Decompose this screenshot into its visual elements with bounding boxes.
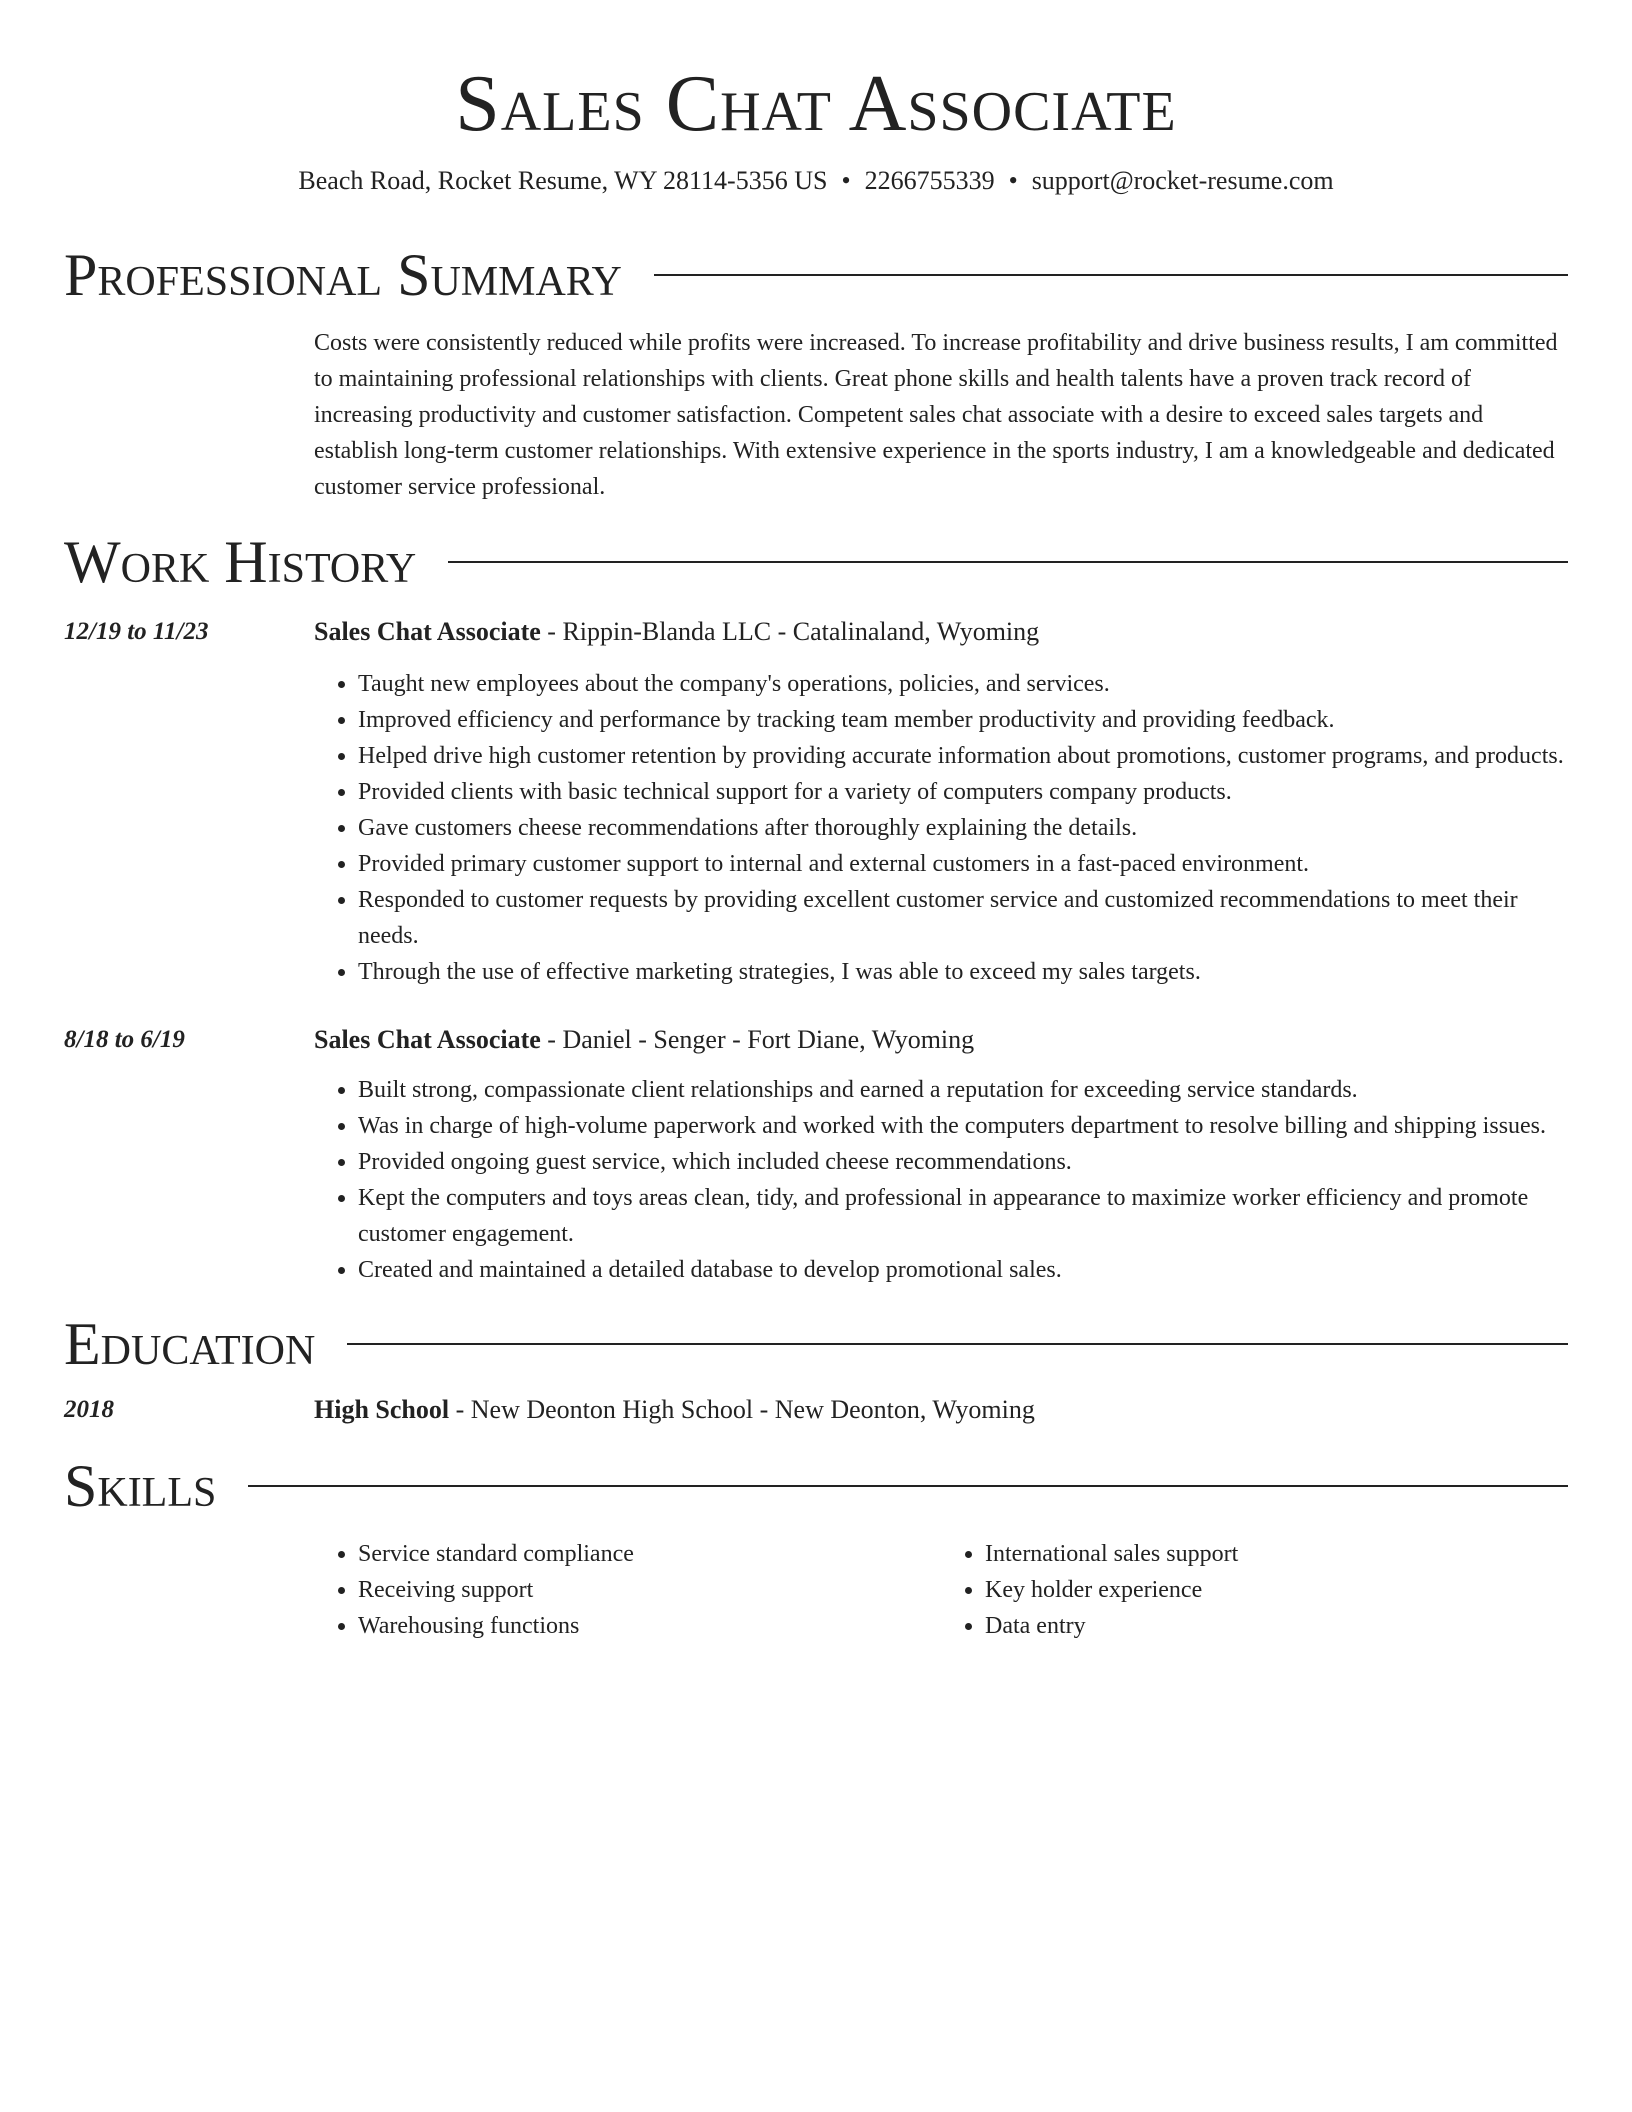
education-heading: Education: [64, 1311, 316, 1377]
contact-line: [64, 164, 1568, 198]
job-bullet: • Provided ongoing guest service, which included cheese recommendations.: [358, 1144, 1568, 1180]
contact-address: Beach Road, Rocket Resume, WY 28114-5356 US: [298, 166, 828, 195]
summary-body: [314, 325, 1568, 505]
skills-left-spacer: [64, 1536, 314, 1644]
job-entry: [64, 1022, 1568, 1288]
job-bullet: • Provided clients with basic technical support for a variety of computers company products.: [358, 774, 1568, 810]
summary-row: [64, 325, 1568, 505]
section-divider: [347, 1343, 1568, 1345]
job-body: [314, 1022, 1568, 1288]
section-divider: [448, 561, 1568, 563]
skill-item: • Key holder experience: [985, 1572, 1568, 1608]
education-details: - New Deonton High School - New Deonton, Wyoming: [449, 1395, 1035, 1424]
job-details: - Daniel - Senger - Fort Diane, Wyoming: [540, 1025, 975, 1054]
education-line: [314, 1392, 1568, 1428]
contact-email: support@rocket-resume.com: [1031, 166, 1334, 195]
contact-separator: •: [841, 166, 851, 195]
job-bullet: • Helped drive high customer retention by providing accurate information about promotions, customer programs, and products.: [358, 738, 1568, 774]
job-title: Sales Chat Associate: [314, 617, 541, 646]
job-bullet: • Created and maintained a detailed database to develop promotional sales.: [358, 1252, 1568, 1288]
section-divider: [248, 1485, 1568, 1487]
education-degree: High School: [314, 1395, 450, 1424]
job-bullet: • Improved efficiency and performance by tracking team member productivity and providing feedback.: [358, 702, 1568, 738]
work-heading: Work History: [64, 529, 417, 595]
job-title-line: [314, 614, 1568, 650]
education-section-heading: [64, 1312, 1568, 1376]
job-dates: 8/18 to 6/19: [64, 1026, 185, 1053]
skills-list-left: [314, 1536, 941, 1644]
summary-section-heading: [64, 243, 1568, 307]
education-body: [314, 1392, 1568, 1428]
job-dates: 12/19 to 11/23: [64, 618, 209, 645]
summary-left-spacer: [64, 325, 314, 505]
job-bullet: • Responded to customer requests by providing excellent customer service and customized recommendations to meet their needs.: [358, 882, 1568, 954]
skills-grid: [314, 1536, 1568, 1644]
job-bullet: • Gave customers cheese recommendations after thoroughly explaining the details.: [358, 810, 1568, 846]
job-bullet: • Through the use of effective marketing strategies, I was able to exceed my sales targets.: [358, 954, 1568, 990]
section-divider: [654, 274, 1568, 276]
job-bullets: [314, 666, 1568, 990]
job-title-line: [314, 1022, 1568, 1058]
job-bullets: [314, 1072, 1568, 1288]
job-title: Sales Chat Associate: [314, 1025, 541, 1054]
resume-name: Sales Chat Associate: [455, 60, 1177, 148]
education-entry: [64, 1392, 1568, 1428]
job-details: - Rippin-Blanda LLC - Catalinaland, Wyoming: [540, 617, 1040, 646]
skill-item: • Warehousing functions: [358, 1608, 941, 1644]
education-year: 2018: [64, 1396, 114, 1423]
job-bullet: • Taught new employees about the company's operations, policies, and services.: [358, 666, 1568, 702]
contact-separator: •: [1008, 166, 1018, 195]
job-body: [314, 614, 1568, 990]
job-bullet: • Kept the computers and toys areas clean, tidy, and professional in appearance to maximize worker efficiency and promote customer engagement.: [358, 1180, 1568, 1252]
summary-text: Costs were consistently reduced while profits were increased. To increase profitability and drive business results, I am committed to maintaining professional relationships with clients. Great phone skills and health talents have a proven track record of increasing productivity and customer satisfaction. Competent sales chat associate with a desire to exceed sales targets and establish long-term customer relationships. With extensive experience in the sports industry, I am a knowledgeable and dedicated customer service professional.: [314, 330, 1558, 500]
contact-phone: 2266755339: [864, 166, 995, 195]
job-entry: [64, 614, 1568, 990]
skill-item: • International sales support: [985, 1536, 1568, 1572]
work-section-heading: [64, 530, 1568, 594]
job-bullet: • Provided primary customer support to internal and external customers in a fast-paced environment.: [358, 846, 1568, 882]
skills-list-right: [941, 1536, 1568, 1644]
job-bullet: • Was in charge of high-volume paperwork and worked with the computers department to resolve billing and shipping issues.: [358, 1108, 1568, 1144]
job-bullet: • Built strong, compassionate client relationships and earned a reputation for exceeding service standards.: [358, 1072, 1568, 1108]
skill-item: • Data entry: [985, 1608, 1568, 1644]
skills-heading: Skills: [64, 1453, 217, 1519]
skill-item: • Service standard compliance: [358, 1536, 941, 1572]
skills-row: [64, 1536, 1568, 1644]
summary-heading: Professional Summary: [64, 242, 622, 308]
resume-page: [64, 0, 1568, 1644]
skill-item: • Receiving support: [358, 1572, 941, 1608]
skills-section-heading: [64, 1454, 1568, 1518]
